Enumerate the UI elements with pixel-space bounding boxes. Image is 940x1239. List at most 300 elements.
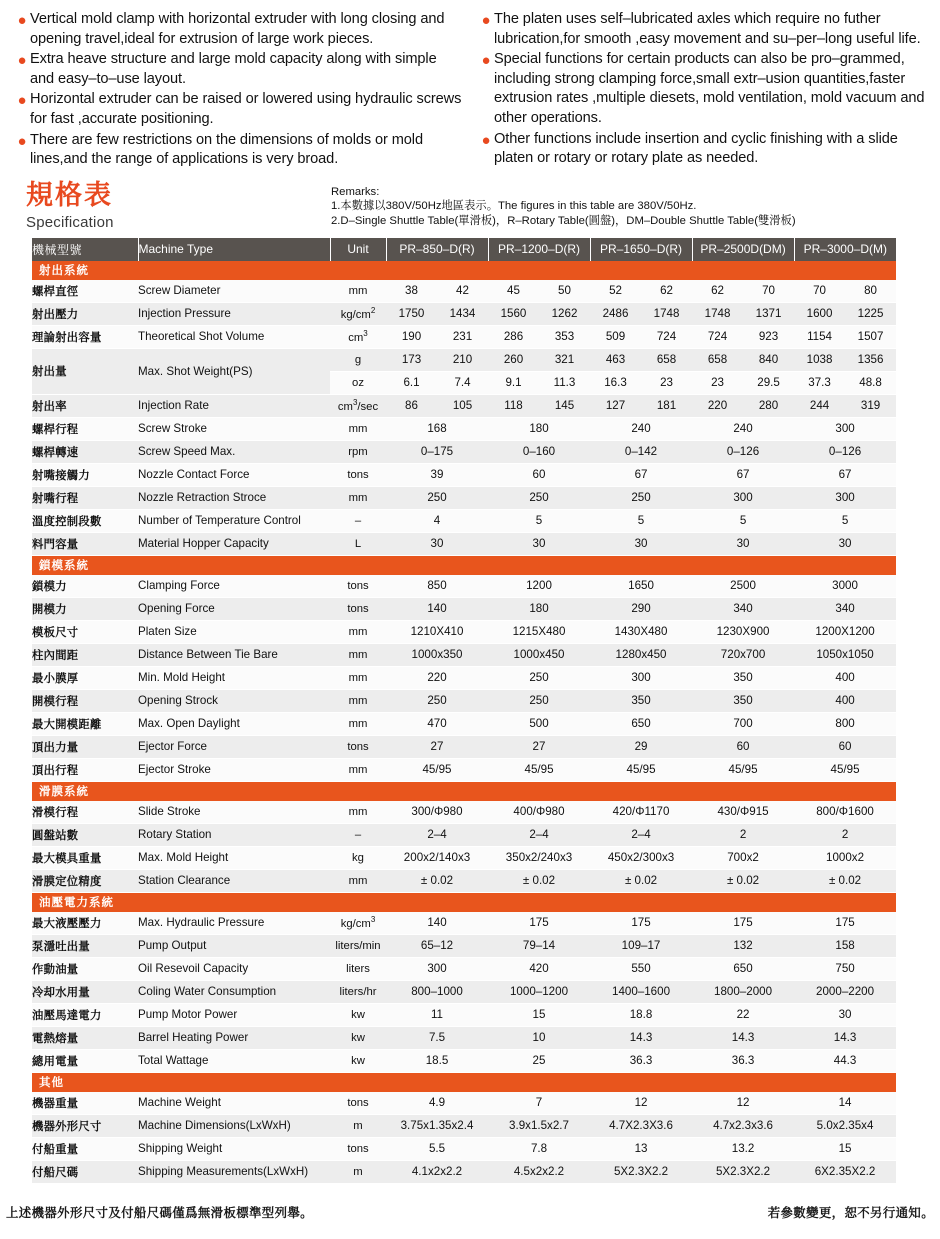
table-row [32,440,896,463]
cell-unit: liters [330,957,386,980]
cell-value: 250 [386,689,488,712]
cell-value: 37.3 [794,371,845,394]
cell-label-cn: 射出壓力 [32,302,138,325]
cell-value: 470 [386,712,488,735]
table-row [32,463,896,486]
cell-value: 1748 [641,302,692,325]
section-title: 滑膜系統 [32,781,896,801]
cell-value: 400/Φ980 [488,801,590,824]
cell-label-en: Distance Between Tie Bare [138,643,330,666]
cell-value: 240 [692,417,794,440]
cell-label-en: Total Wattage [138,1049,330,1072]
cell-value: 7 [488,1092,590,1115]
table-row [32,801,896,824]
cell-label-cn: 圓盤站數 [32,823,138,846]
table-row [32,1114,896,1137]
cell-value: 280 [743,394,794,417]
cell-unit: kw [330,1003,386,1026]
cell-value: 231 [437,325,488,348]
cell-label-en: Rotary Station [138,823,330,846]
cell-value: 1000–1200 [488,980,590,1003]
cell-value: ± 0.02 [692,869,794,892]
cell-unit: $kg/cm^3$ [330,912,386,935]
cell-label-cn: 最大模具重量 [32,846,138,869]
cell-value: 450x2/300x3 [590,846,692,869]
cell-label-en: Slide Stroke [138,801,330,824]
page-title-en: Specification [26,213,114,231]
cell-label-cn: 鎖模力 [32,575,138,598]
table-header-model-4: PR–3000–D(M) [794,238,896,261]
cell-unit: m [330,1114,386,1137]
cell-value: 173 [386,348,437,371]
bullet-icon: ● [17,132,27,150]
cell-label-en: Screw Diameter [138,280,330,303]
footer-note-left: 上述機器外形尺寸及付船尺碼僅爲無滑板標準型列舉。 [6,1205,313,1220]
table-header-model-2: PR–1650–D(R) [590,238,692,261]
cell-unit: g [330,348,386,371]
section-title: 射出系統 [32,261,896,280]
table-row [32,823,896,846]
table-row [32,348,896,371]
cell-value: 4.7X2.3X3.6 [590,1114,692,1137]
table-row [32,417,896,440]
bullet-icon: ● [481,12,491,29]
feature-item [478,10,926,49]
cell-value: 350 [590,689,692,712]
cell-value: 250 [488,666,590,689]
cell-value: 300 [794,486,896,509]
table-section-header [32,555,896,575]
cell-unit: tons [330,735,386,758]
cell-value: 30 [692,532,794,555]
table-row [32,689,896,712]
cell-value: 400 [794,689,896,712]
cell-value: 1000x450 [488,643,590,666]
feature-text: Vertical mold clamp with horizontal extruder with long closing and opening travel,ideal for extrusion of large work pieces. [30,11,445,47]
cell-value: 5 [692,509,794,532]
cell-value: 45/95 [794,758,896,781]
cell-value: 200x2/140x3 [386,846,488,869]
cell-value: 400 [794,666,896,689]
cell-value: 800 [794,712,896,735]
cell-value: 180 [488,597,590,620]
cell-value: 16.3 [590,371,641,394]
cell-value: 1748 [692,302,743,325]
page-footer [0,1203,940,1221]
cell-label-en: Material Hopper Capacity [138,532,330,555]
feature-item [478,50,926,128]
cell-value: ± 0.02 [590,869,692,892]
title-left [26,181,331,231]
cell-value: 1154 [794,325,845,348]
cell-value: 260 [488,348,539,371]
cell-value: 180 [488,417,590,440]
cell-value: 2–4 [488,823,590,846]
cell-value: 39 [386,463,488,486]
cell-value: 1262 [539,302,590,325]
cell-label-en: Number of Temperature Control [138,509,330,532]
cell-value: 5 [590,509,692,532]
cell-label-en: Nozzle Contact Force [138,463,330,486]
cell-value: 140 [386,597,488,620]
cell-label-cn: 冷却水用量 [32,980,138,1003]
cell-value: 2500 [692,575,794,598]
cell-label-en: Machine Weight [138,1092,330,1115]
cell-label-cn: 電熱熔量 [32,1026,138,1049]
cell-value: 5 [794,509,896,532]
remarks-line-1: 1.本數據以380V/50Hz地區表示。The figures in this table are 380V/50Hz. [331,200,697,213]
table-head [32,238,896,261]
table-section-header [32,1072,896,1092]
cell-value: 0–175 [386,440,488,463]
table-row [32,1003,896,1026]
cell-label-en: Theoretical Shot Volume [138,325,330,348]
table-row [32,1137,896,1160]
cell-value: 220 [386,666,488,689]
table-header-unit: Unit [330,238,386,261]
cell-unit: $cm^3$ [330,325,386,348]
cell-value: 286 [488,325,539,348]
cell-value: 300 [386,957,488,980]
cell-label-en: Ejector Force [138,735,330,758]
cell-label-cn: 總用電量 [32,1049,138,1072]
cell-value: 52 [590,280,641,303]
cell-label-cn: 頂出行程 [32,758,138,781]
feature-text: Extra heave structure and large mold capacity along with simple and easy–to–use layout. [30,51,437,87]
cell-value: 300 [692,486,794,509]
cell-value: 6.1 [386,371,437,394]
table-row [32,980,896,1003]
cell-value: 48.8 [845,371,896,394]
table-row [32,758,896,781]
cell-value: 720x700 [692,643,794,666]
table-row [32,643,896,666]
table-header-model-3: PR–2500D(DM) [692,238,794,261]
table-row [32,280,896,303]
footer-note-right: 若參數變更，恕不另行通知。 [767,1205,934,1220]
table-row [32,302,896,325]
cell-value: 420/Φ1170 [590,801,692,824]
cell-value: 2486 [590,302,641,325]
table-row [32,846,896,869]
cell-unit: tons [330,1137,386,1160]
cell-label-cn: 油壓馬達電力 [32,1003,138,1026]
cell-value: 2–4 [590,823,692,846]
cell-label-cn: 理論射出容量 [32,325,138,348]
cell-value: 750 [794,957,896,980]
cell-value: 14.3 [590,1026,692,1049]
cell-label-en: Pump Output [138,934,330,957]
cell-label-cn: 開模行程 [32,689,138,712]
table-row [32,1160,896,1183]
cell-value: 0–126 [794,440,896,463]
cell-unit: rpm [330,440,386,463]
cell-unit: – [330,823,386,846]
cell-value: 22 [692,1003,794,1026]
cell-label-cn: 機器外形尺寸 [32,1114,138,1137]
cell-value: 30 [794,532,896,555]
cell-label-cn: 付船尺碼 [32,1160,138,1183]
specification-title-block [0,171,940,231]
feature-item [14,50,462,89]
cell-label-en: Max. Shot Weight(PS) [138,348,330,394]
cell-label-cn: 料門容量 [32,532,138,555]
cell-label-cn: 螺桿轉速 [32,440,138,463]
cell-value: 175 [488,912,590,935]
bullet-icon: ● [17,12,27,29]
cell-value: 175 [692,912,794,935]
cell-unit: kg [330,846,386,869]
cell-label-en: Shipping Measurements(LxWxH) [138,1160,330,1183]
cell-value: 1225 [845,302,896,325]
cell-label-en: Pump Motor Power [138,1003,330,1026]
cell-value: 5X2.3X2.2 [590,1160,692,1183]
section-title: 其他 [32,1072,896,1092]
cell-label-cn: 溫度控制段數 [32,509,138,532]
cell-unit: kw [330,1026,386,1049]
cell-label-cn: 射嘴行程 [32,486,138,509]
cell-value: 67 [692,463,794,486]
cell-value: 18.5 [386,1049,488,1072]
cell-label-en: Nozzle Retraction Stroce [138,486,330,509]
cell-value: 1200 [488,575,590,598]
cell-value: 168 [386,417,488,440]
cell-value: 36.3 [590,1049,692,1072]
cell-value: 350 [692,666,794,689]
cell-value: 1800–2000 [692,980,794,1003]
cell-label-en: Opening Force [138,597,330,620]
feature-item [14,10,462,49]
table-header-machine-type-cn: 機械型號 [32,238,138,261]
cell-value: 45/95 [692,758,794,781]
cell-value: 4.7x2.3x3.6 [692,1114,794,1137]
cell-label-en: Opening Strock [138,689,330,712]
table-section-header [32,892,896,912]
cell-value: 5.0x2.35x4 [794,1114,896,1137]
table-header-machine-type-en: Machine Type [138,238,330,261]
cell-label-cn: 付船重量 [32,1137,138,1160]
feature-text: There are few restrictions on the dimensions of molds or mold lines,and the range of applications is very broad. [30,131,423,168]
cell-value: 430/Φ915 [692,801,794,824]
cell-unit: mm [330,643,386,666]
cell-value: 30 [386,532,488,555]
cell-value: 145 [539,394,590,417]
cell-unit: mm [330,417,386,440]
table-section-header [32,261,896,280]
cell-value: 550 [590,957,692,980]
cell-label-en: Station Clearance [138,869,330,892]
table-section-header [32,781,896,801]
bullet-icon: ● [481,52,491,70]
cell-value: 1038 [794,348,845,371]
cell-value: 44.3 [794,1049,896,1072]
cell-label-cn: 柱內間距 [32,643,138,666]
table-row [32,575,896,598]
cell-value: 45/95 [590,758,692,781]
cell-value: 27 [386,735,488,758]
cell-value: 11.3 [539,371,590,394]
cell-label-cn: 頂出力量 [32,735,138,758]
cell-value: ± 0.02 [794,869,896,892]
table-row [32,509,896,532]
table-row [32,735,896,758]
cell-value: 4 [386,509,488,532]
cell-value: 650 [590,712,692,735]
cell-value: 700 [692,712,794,735]
cell-value: 658 [641,348,692,371]
table-row [32,532,896,555]
cell-value: 45/95 [488,758,590,781]
cell-value: 3000 [794,575,896,598]
cell-value: 850 [386,575,488,598]
cell-value: 4.9 [386,1092,488,1115]
cell-label-cn: 滑模行程 [32,801,138,824]
cell-value: 127 [590,394,641,417]
cell-unit: mm [330,689,386,712]
table-row [32,957,896,980]
cell-value: 14.3 [692,1026,794,1049]
cell-value: 45 [488,280,539,303]
cell-unit: mm [330,758,386,781]
cell-value: ± 0.02 [386,869,488,892]
table-row [32,912,896,935]
bullet-icon: ● [17,92,27,110]
cell-value: 175 [590,912,692,935]
section-title: 鎖模系統 [32,555,896,575]
cell-value: 14 [794,1092,896,1115]
feature-item [14,90,462,129]
cell-value: 0–126 [692,440,794,463]
cell-unit: m [330,1160,386,1183]
cell-value: 300/Φ980 [386,801,488,824]
table-row [32,869,896,892]
cell-label-cn: 螺桿行程 [32,417,138,440]
feature-text: The platen uses self–lubricated axles which require no futher lubrication,for smooth ,easy movement and su–per–long useful life. [494,11,921,47]
cell-label-cn: 射出量 [32,348,138,394]
cell-value: 29.5 [743,371,794,394]
table-header-model-0: PR–850–D(R) [386,238,488,261]
table-row [32,1026,896,1049]
cell-value: 11 [386,1003,488,1026]
cell-value: 12 [590,1092,692,1115]
cell-label-cn: 作動油量 [32,957,138,980]
cell-value: 250 [488,486,590,509]
cell-value: 45/95 [386,758,488,781]
remarks-line-2: 2.D–Single Shuttle Table(單滑板)，R–Rotary Table(圓盤)，DM–Double Shuttle Table(雙滑板) [331,214,796,227]
cell-value: 350 [692,689,794,712]
cell-value: 60 [488,463,590,486]
cell-value: 4.1x2x2.2 [386,1160,488,1183]
spec-table-wrapper [32,231,908,1184]
cell-value: 12 [692,1092,794,1115]
cell-value: 2 [794,823,896,846]
cell-value: 27 [488,735,590,758]
cell-unit: mm [330,801,386,824]
cell-value: 350x2/240x3 [488,846,590,869]
cell-label-en: Clamping Force [138,575,330,598]
cell-value: 1000x2 [794,846,896,869]
cell-value: 15 [794,1137,896,1160]
cell-value: 86 [386,394,437,417]
cell-unit: oz [330,371,386,394]
section-title: 油壓電力系統 [32,892,896,912]
cell-label-cn: 最大液壓壓力 [32,912,138,935]
cell-value: 0–142 [590,440,692,463]
cell-value: 319 [845,394,896,417]
cell-value: 42 [437,280,488,303]
cell-value: 650 [692,957,794,980]
cell-label-en: Max. Mold Height [138,846,330,869]
cell-value: 29 [590,735,692,758]
cell-value: 181 [641,394,692,417]
cell-value: 1434 [437,302,488,325]
cell-value: 1280x450 [590,643,692,666]
feature-text: Special functions for certain products can also be pro–grammed, including strong clamping force,small extr–usion quantities,faster extrusion rates ,multiple diesets, mold ventilation, mold vacuum and other operations. [494,51,925,126]
cell-value: 5X2.3X2.2 [692,1160,794,1183]
cell-label-cn: 射嘴接觸力 [32,463,138,486]
cell-value: 2 [692,823,794,846]
cell-value: 15 [488,1003,590,1026]
cell-unit: mm [330,712,386,735]
cell-unit: kw [330,1049,386,1072]
cell-value: 1050x1050 [794,643,896,666]
cell-label-en: Min. Mold Height [138,666,330,689]
remarks-heading: Remarks: [331,185,380,198]
cell-label-cn: 開模力 [32,597,138,620]
specification-table [32,238,896,1184]
cell-value: 7.5 [386,1026,488,1049]
table-header-model-1: PR–1200–D(R) [488,238,590,261]
cell-value: 7.4 [437,371,488,394]
cell-label-cn: 泵濦吐出量 [32,934,138,957]
cell-value: 132 [692,934,794,957]
table-row [32,666,896,689]
table-row [32,597,896,620]
cell-label-en: Max. Hydraulic Pressure [138,912,330,935]
cell-value: 3.9x1.5x2.7 [488,1114,590,1137]
table-row [32,394,896,417]
cell-value: 923 [743,325,794,348]
cell-value: 1210X410 [386,620,488,643]
cell-value: 60 [794,735,896,758]
cell-value: 3.75x1.35x2.4 [386,1114,488,1137]
cell-value: 1400–1600 [590,980,692,1003]
cell-value: 300 [794,417,896,440]
cell-value: 1750 [386,302,437,325]
bullet-icon: ● [481,131,491,149]
cell-value: 500 [488,712,590,735]
cell-value: 190 [386,325,437,348]
cell-value: 23 [641,371,692,394]
cell-value: 290 [590,597,692,620]
table-row [32,712,896,735]
cell-value: 1000x350 [386,643,488,666]
cell-value: 67 [590,463,692,486]
bullet-icon: ● [17,52,27,70]
cell-value: 13 [590,1137,692,1160]
table-row [32,486,896,509]
cell-value: 80 [845,280,896,303]
cell-value: 7.8 [488,1137,590,1160]
cell-unit: mm [330,486,386,509]
cell-value: 18.8 [590,1003,692,1026]
cell-unit: mm [330,620,386,643]
cell-label-en: Machine Dimensions(LxWxH) [138,1114,330,1137]
cell-value: 658 [692,348,743,371]
cell-value: 140 [386,912,488,935]
cell-value: 30 [794,1003,896,1026]
cell-value: 105 [437,394,488,417]
